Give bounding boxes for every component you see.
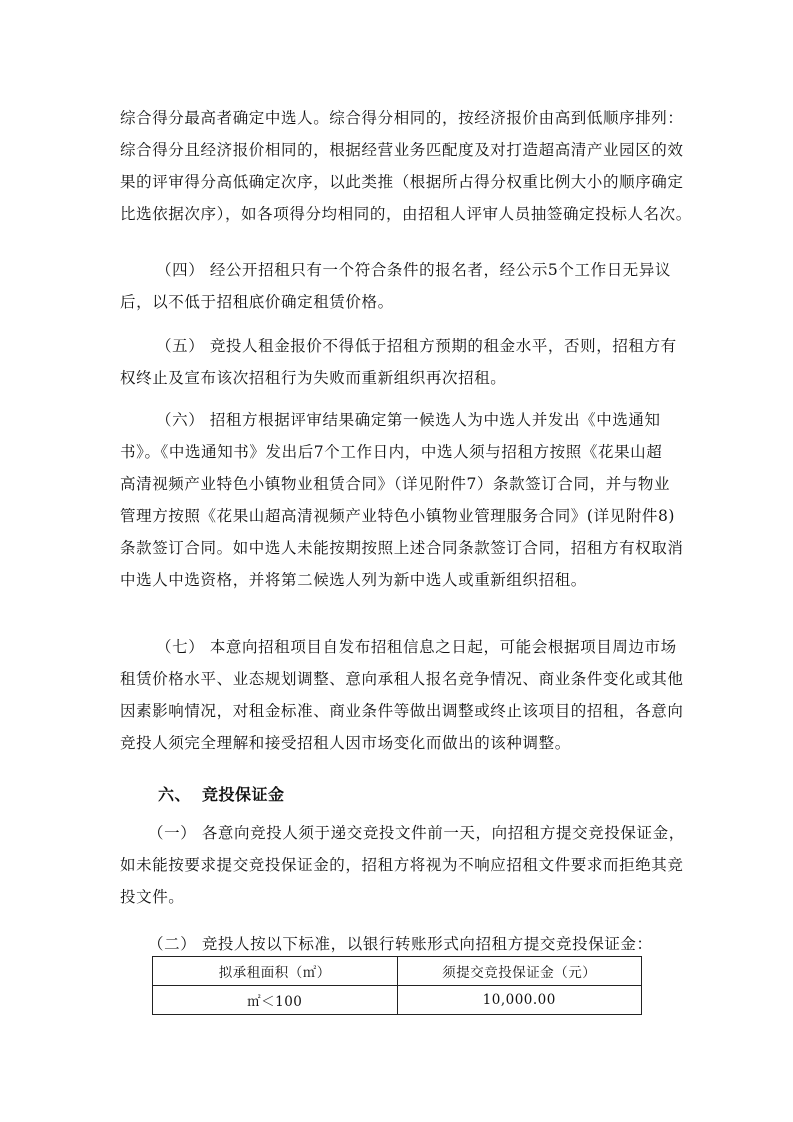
table-header-area: 拟承租面积（㎡）: [153, 957, 398, 986]
text-line: （七） 本意向招租项目自发布招租信息之日起，可能会根据项目周边市场: [156, 638, 677, 656]
table-cell-area: ㎡＜100: [153, 986, 398, 1015]
text-line: 综合得分且经济报价相同的，根据经营业务匹配度及对打造超高清产业园区的效: [120, 141, 684, 159]
table-header-row: [153, 957, 642, 986]
text-line: （五） 竞投人租金报价不得低于招租方预期的租金水平，否则，招租方有: [156, 337, 677, 355]
text-line: 书》。《中选通知书》发出后7个工作日内，中选人须与招租方按照《花果山超: [120, 443, 663, 461]
text-line: 租赁价格水平、业态规划调整、意向承租人报名竞争情况、商业条件变化或其他: [120, 670, 684, 688]
section-heading: [158, 785, 718, 805]
paragraph-item-5: [120, 336, 680, 388]
text-line: 管理方按照《花果山超高清视频产业特色小镇物业管理服务合同》(详见附件8): [120, 507, 676, 525]
text-line: （一） 各意向竞投人须于递交竞投文件前一天，向招租方提交竞投保证金，: [148, 824, 685, 842]
text-line: （六） 招租方根据评审结果确定第一候选人为中选人并发出《中选通知: [156, 411, 661, 429]
text-line: 中选人中选资格，并将第二候选人列为新中选人或重新组织招租。: [120, 571, 587, 589]
paragraph-ranking: [120, 108, 692, 224]
text-line: 条款签订合同。如中选人未能按期按照上述合同条款签订合同，招租方有权取消: [120, 539, 684, 557]
text-line: 因素影响情况，对租金标准、商业条件等做出调整或终止该项目的招租，各意向: [120, 702, 684, 720]
text-line: （四） 经公开招租只有一个符合条件的报名者，经公示5个工作日无异议: [156, 261, 672, 279]
text-line: 后，以不低于招租底价确定租赁价格。: [120, 293, 394, 311]
paragraph-item-4: [120, 260, 680, 312]
text-line: 投文件。: [120, 888, 185, 906]
paragraph-deposit-1: [120, 823, 685, 907]
text-line: 如未能按要求提交竞投保证金的，招租方将视为不响应招租文件要求而拒绝其竞: [120, 856, 684, 874]
table-cell-deposit: 10,000.00: [397, 986, 642, 1015]
section-number: 六、: [158, 785, 192, 804]
deposit-table: [152, 956, 642, 1015]
paragraph-item-6: [120, 410, 684, 590]
text-line: 比选依据次序），如各项得分均相同的，由招租人评审人员抽签确定投标人名次。: [120, 205, 692, 223]
paragraph-deposit-2: [120, 934, 680, 954]
section-title: 竞投保证金: [202, 785, 285, 804]
table-row: [153, 986, 642, 1015]
table-header-deposit: 须提交竞投保证金（元）: [397, 957, 642, 986]
text-line: 高清视频产业特色小镇物业租赁合同》（详见附件7）条款签订合同，并与物业: [120, 475, 671, 493]
text-line: 果的评审得分高低确定次序，以此类推（根据所占得分权重比例大小的顺序确定: [120, 173, 684, 191]
text-line: 权终止及宣布该次招租行为失败而重新组织再次招租。: [120, 369, 507, 387]
paragraph-item-7: [120, 637, 684, 753]
text-line: 综合得分最高者确定中选人。综合得分相同的，按经济报价由高到低顺序排列：: [120, 109, 684, 127]
text-line: 竞投人须完全理解和接受招租人因市场变化而做出的该种调整。: [120, 734, 571, 752]
text-line: （二） 竞投人按以下标准，以银行转账形式向招租方提交竞投保证金：: [148, 935, 653, 953]
